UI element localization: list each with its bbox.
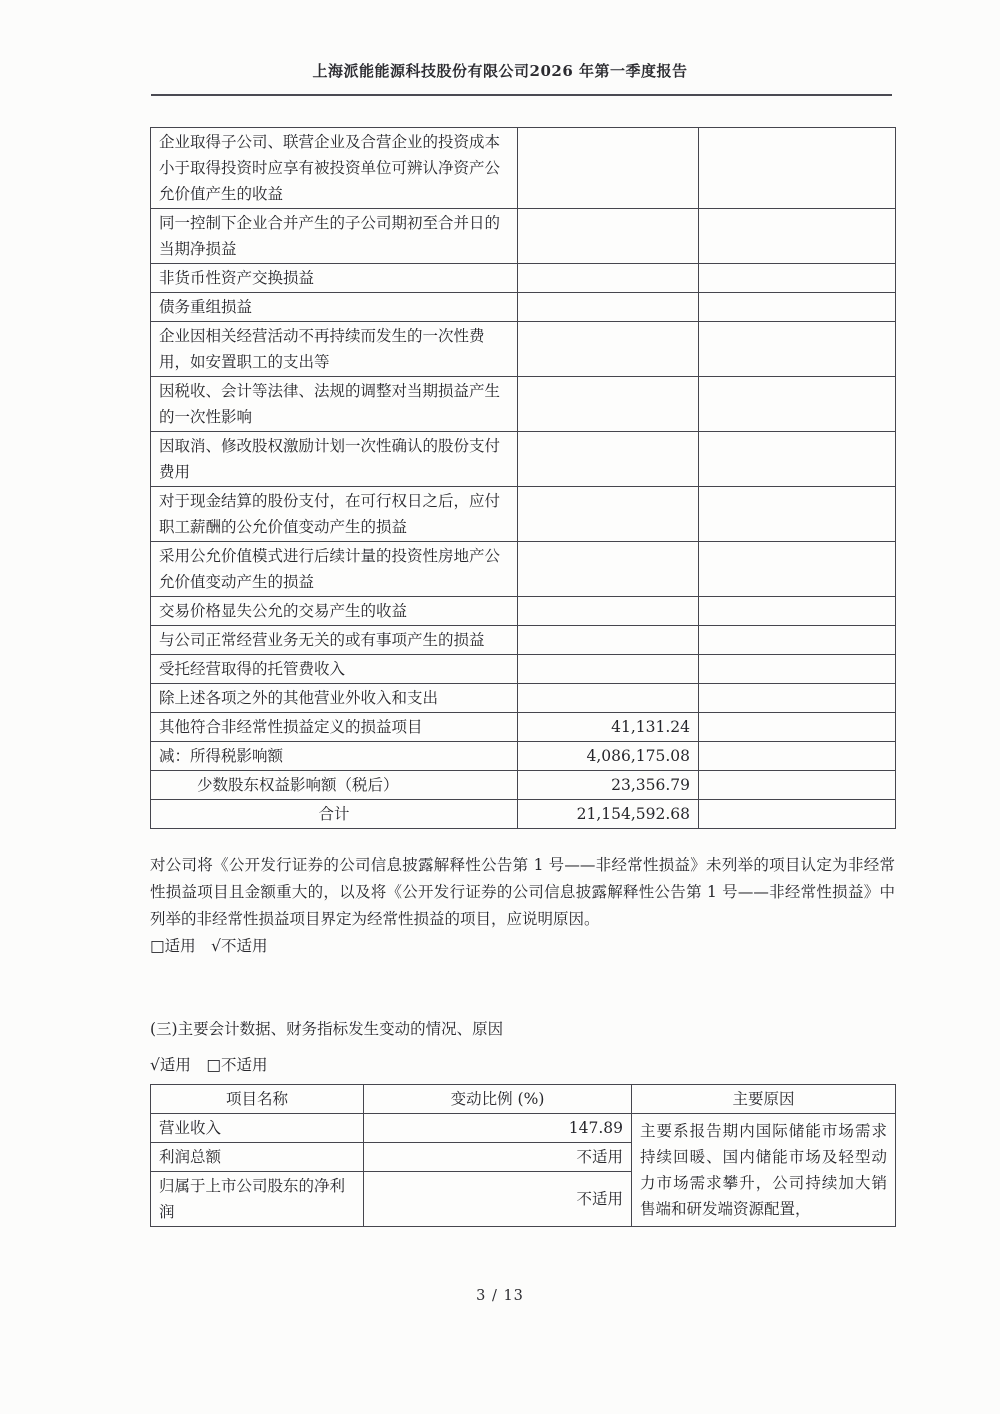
- item-cell: 采用公允价值模式进行后续计量的投资性房地产公允价值变动产生的损益: [151, 542, 518, 597]
- table-row: [151, 209, 896, 264]
- note-cell: [699, 713, 896, 742]
- note-cell: [699, 487, 896, 542]
- table-row: [151, 264, 896, 293]
- page-title: 上海派能能源科技股份有限公司2026 年第一季度报告: [312, 62, 688, 80]
- item-cell: 因取消、修改股权激励计划一次性确认的股份支付费用: [151, 432, 518, 487]
- value-cell: [518, 377, 699, 432]
- item-cell: 债务重组损益: [151, 293, 518, 322]
- header-ratio: 变动比例 (%): [364, 1085, 632, 1114]
- item-cell: 营业收入: [151, 1114, 364, 1143]
- header-reason: 主要原因: [632, 1085, 896, 1114]
- note-cell: [699, 209, 896, 264]
- note-cell: [699, 800, 896, 829]
- total-value-cell: 21,154,592.68: [518, 800, 699, 829]
- table-row: [151, 655, 896, 684]
- reason-cell: 主要系报告期内国际储能市场需求持续回暖、国内储能市场及轻型动力市场需求攀升，公司持续加大销售端和研发端资源配置，: [632, 1114, 896, 1227]
- applicability-line: √适用 □不适用: [150, 1056, 268, 1074]
- note-cell: [699, 293, 896, 322]
- value-cell: [518, 597, 699, 626]
- value-cell: 41,131.24: [518, 713, 699, 742]
- section-heading: (三)主要会计数据、财务指标发生变动的情况、原因: [150, 1020, 504, 1038]
- total-label-cell: 合计: [151, 800, 518, 829]
- value-cell: [518, 542, 699, 597]
- value-cell: [518, 432, 699, 487]
- item-cell: 受托经营取得的托管费收入: [151, 655, 518, 684]
- item-cell: 企业因相关经营活动不再持续而发生的一次性费用，如安置职工的支出等: [151, 322, 518, 377]
- note-cell: [699, 684, 896, 713]
- value-cell: [518, 626, 699, 655]
- note-cell: [699, 771, 896, 800]
- value-cell: 4,086,175.08: [518, 742, 699, 771]
- ratio-cell: 不适用: [364, 1143, 632, 1172]
- item-cell: 归属于上市公司股东的净利润: [151, 1172, 364, 1227]
- header-divider: [151, 94, 892, 96]
- note-cell: [699, 597, 896, 626]
- value-cell: [518, 655, 699, 684]
- table-row: [151, 626, 896, 655]
- item-cell: 减：所得税影响额: [151, 742, 518, 771]
- table-row: [151, 771, 896, 800]
- table-row: [151, 432, 896, 487]
- item-cell: 企业取得子公司、联营企业及合营企业的投资成本小于取得投资时应享有被投资单位可辨认净资产公允价值产生的收益: [151, 128, 518, 209]
- table-row: [151, 377, 896, 432]
- value-cell: [518, 209, 699, 264]
- item-cell: 非货币性资产交换损益: [151, 264, 518, 293]
- item-cell: 同一控制下企业合并产生的子公司期初至合并日的当期净损益: [151, 209, 518, 264]
- ratio-cell: 不适用: [364, 1172, 632, 1227]
- note-cell: [699, 377, 896, 432]
- change-ratio-table: [150, 1084, 896, 1227]
- table-row: [151, 128, 896, 209]
- value-cell: [518, 322, 699, 377]
- table-row: [151, 322, 896, 377]
- item-cell: 利润总额: [151, 1143, 364, 1172]
- item-cell: 少数股东权益影响额（税后）: [151, 771, 518, 800]
- value-cell: [518, 487, 699, 542]
- note-cell: [699, 264, 896, 293]
- value-cell: [518, 684, 699, 713]
- note-cell: [699, 742, 896, 771]
- table-row: [151, 293, 896, 322]
- value-cell: [518, 264, 699, 293]
- item-cell: 除上述各项之外的其他营业外收入和支出: [151, 684, 518, 713]
- value-cell: [518, 128, 699, 209]
- page-content: [150, 127, 895, 1227]
- note-cell: [699, 542, 896, 597]
- table-row: [151, 487, 896, 542]
- value-cell: 23,356.79: [518, 771, 699, 800]
- item-cell: 交易价格显失公允的交易产生的收益: [151, 597, 518, 626]
- note-cell: [699, 432, 896, 487]
- value-cell: [518, 293, 699, 322]
- table-header-row: [151, 1085, 896, 1114]
- table-row: [151, 713, 896, 742]
- note-cell: [699, 322, 896, 377]
- item-cell: 因税收、会计等法律、法规的调整对当期损益产生的一次性影响: [151, 377, 518, 432]
- item-cell: 其他符合非经常性损益定义的损益项目: [151, 713, 518, 742]
- ratio-cell: 147.89: [364, 1114, 632, 1143]
- item-cell: 与公司正常经营业务无关的或有事项产生的损益: [151, 626, 518, 655]
- table-row: [151, 542, 896, 597]
- table-row: [151, 597, 896, 626]
- item-cell: 对于现金结算的股份支付，在可行权日之后，应付职工薪酬的公允价值变动产生的损益: [151, 487, 518, 542]
- page-number: 3 / 13: [476, 1288, 524, 1304]
- note-cell: [699, 128, 896, 209]
- table-row: [151, 684, 896, 713]
- table-row: [151, 742, 896, 771]
- applicability-line: □适用 √不适用: [150, 937, 268, 955]
- table-row: [151, 1114, 896, 1143]
- explanation-paragraph: 对公司将《公开发行证券的公司信息披露解释性公告第 1 号——非经常性损益》未列举的项目认定为非经常性损益项目且金额重大的，以及将《公开发行证券的公司信息披露解释性公告第 1 号——非经常性损益》中列举的非经常性损益项目界定为经常性损益的项目，应说明原因。: [150, 856, 895, 928]
- note-cell: [699, 655, 896, 684]
- non-recurring-items-table: [150, 127, 896, 829]
- header-item: 项目名称: [151, 1085, 364, 1114]
- table-row: [151, 800, 896, 829]
- note-cell: [699, 626, 896, 655]
